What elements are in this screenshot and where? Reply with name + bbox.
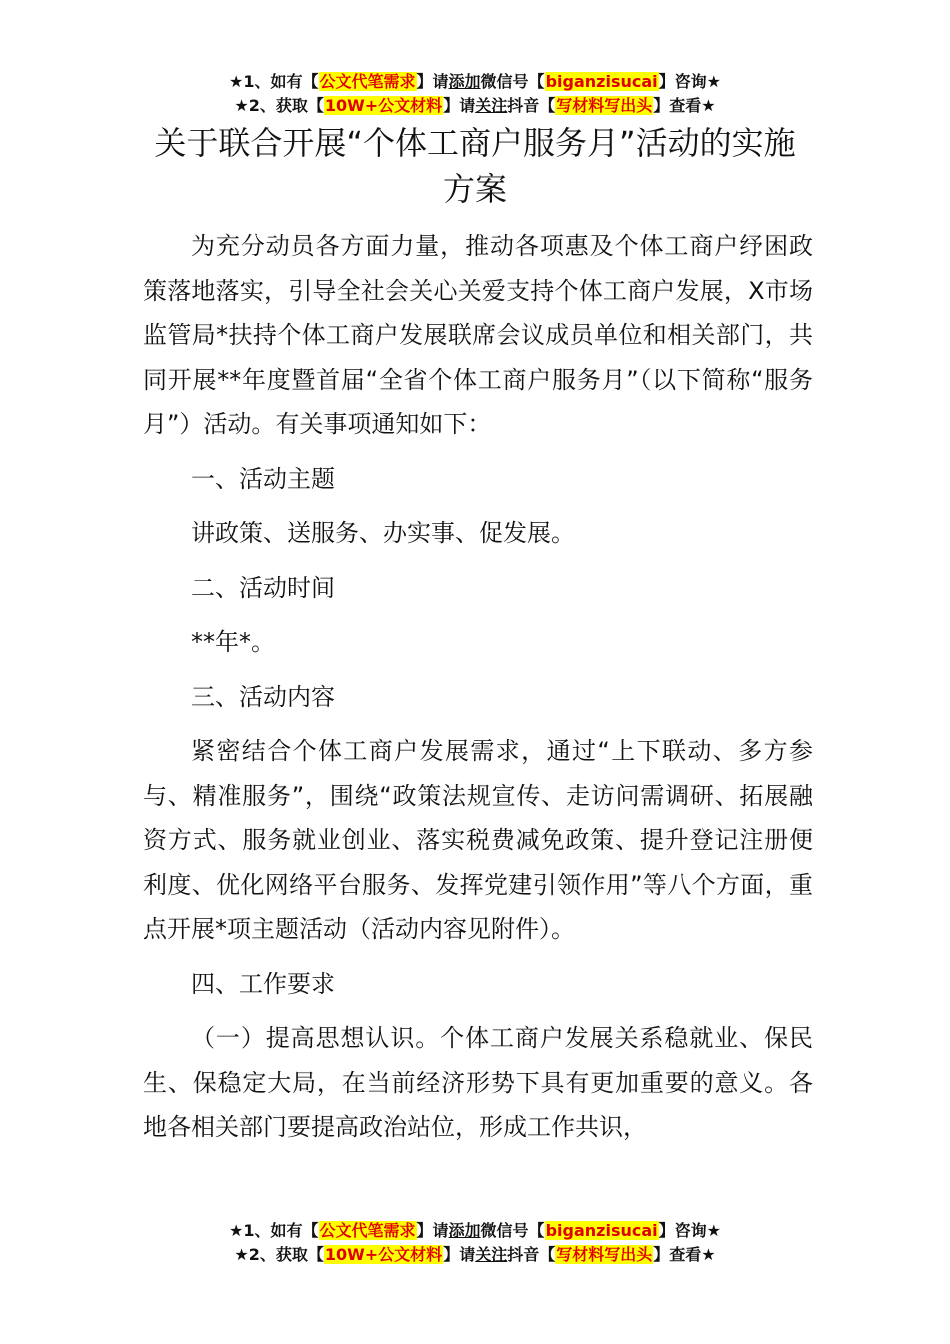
section-1-heading: 一、活动主题 xyxy=(191,464,335,493)
promo-text: 抖音【 xyxy=(507,1245,556,1264)
section-4-body: （一）提高思想认识。个体工商户发展关系稳就业、保民生、保稳定大局，在当前经济形势下具有更加重要的意义。各地各相关部门要提高政治站位，形成工作共识， xyxy=(143,1024,813,1141)
section-4-heading: 四、工作要求 xyxy=(191,969,335,998)
promo-text: 】查看★ xyxy=(653,96,716,115)
promo-highlight: 10W+公文材料 xyxy=(324,96,443,115)
promo-text: 】咨询★ xyxy=(658,72,721,91)
promo-highlight: 公文代笔需求 xyxy=(319,72,416,91)
promo-emphasis: 添加 xyxy=(448,72,481,91)
promo-text: ★2、获取【 xyxy=(234,1245,324,1264)
promo-text: 】查看★ xyxy=(653,1245,716,1264)
promo-text: 】咨询★ xyxy=(658,1221,721,1240)
promo-emphasis: 关注 xyxy=(475,96,508,115)
promo-banner-top xyxy=(0,70,950,118)
promo-text: ★2、获取【 xyxy=(234,96,324,115)
promo-text: 】请 xyxy=(443,1245,476,1264)
promo-highlight: 写材料写出头 xyxy=(556,1245,653,1264)
section-1-body: 讲政策、送服务、办实事、促发展。 xyxy=(191,519,575,547)
promo-line-2 xyxy=(0,1243,950,1267)
promo-text: ★1、如有【 xyxy=(229,72,319,91)
promo-text: 】请 xyxy=(443,96,476,115)
promo-text: 微信号【 xyxy=(480,72,545,91)
promo-line-2 xyxy=(0,94,950,118)
intro-paragraph: 为充分动员各方面力量，推动各项惠及个体工商户纾困政策落地落实，引导全社会关心关爱支持个体工商户发展，X市场监管局*扶持个体工商户发展联席会议成员单位和相关部门，共同开展**年度暨首届“全省个体工商户服务月”（以下简称“服务月”）活动。有关事项通知如下： xyxy=(143,232,813,438)
promo-line-1 xyxy=(0,1219,950,1243)
promo-emphasis: 关注 xyxy=(475,1245,508,1264)
document-title: 关于联合开展“个体工商户服务月”活动的实施方案 xyxy=(154,124,796,208)
promo-emphasis: 添加 xyxy=(448,1221,481,1240)
promo-highlight: 10W+公文材料 xyxy=(324,1245,443,1264)
promo-text: 】请 xyxy=(416,72,449,91)
promo-highlight: 写材料写出头 xyxy=(556,96,653,115)
document-body xyxy=(143,224,813,1150)
section-2-body: **年*。 xyxy=(191,628,275,656)
promo-highlight: biganzisucai xyxy=(545,1221,658,1240)
section-3-heading: 三、活动内容 xyxy=(191,682,335,711)
section-3-body: 紧密结合个体工商户发展需求，通过“上下联动、多方参与、精准服务”，围绕“政策法规宣传、走访问需调研、拓展融资方式、服务就业创业、落实税费减免政策、提升登记注册便利度、优化网络平台服务、发挥党建引领作用”等八个方面，重点开展*项主题活动（活动内容见附件）。 xyxy=(143,737,813,943)
promo-highlight: biganzisucai xyxy=(545,72,658,91)
promo-banner-bottom xyxy=(0,1219,950,1267)
promo-highlight: 公文代笔需求 xyxy=(319,1221,416,1240)
promo-line-1 xyxy=(0,70,950,94)
promo-text: ★1、如有【 xyxy=(229,1221,319,1240)
promo-text: 抖音【 xyxy=(507,96,556,115)
promo-text: 微信号【 xyxy=(480,1221,545,1240)
section-2-heading: 二、活动时间 xyxy=(191,573,335,602)
promo-text: 】请 xyxy=(416,1221,449,1240)
